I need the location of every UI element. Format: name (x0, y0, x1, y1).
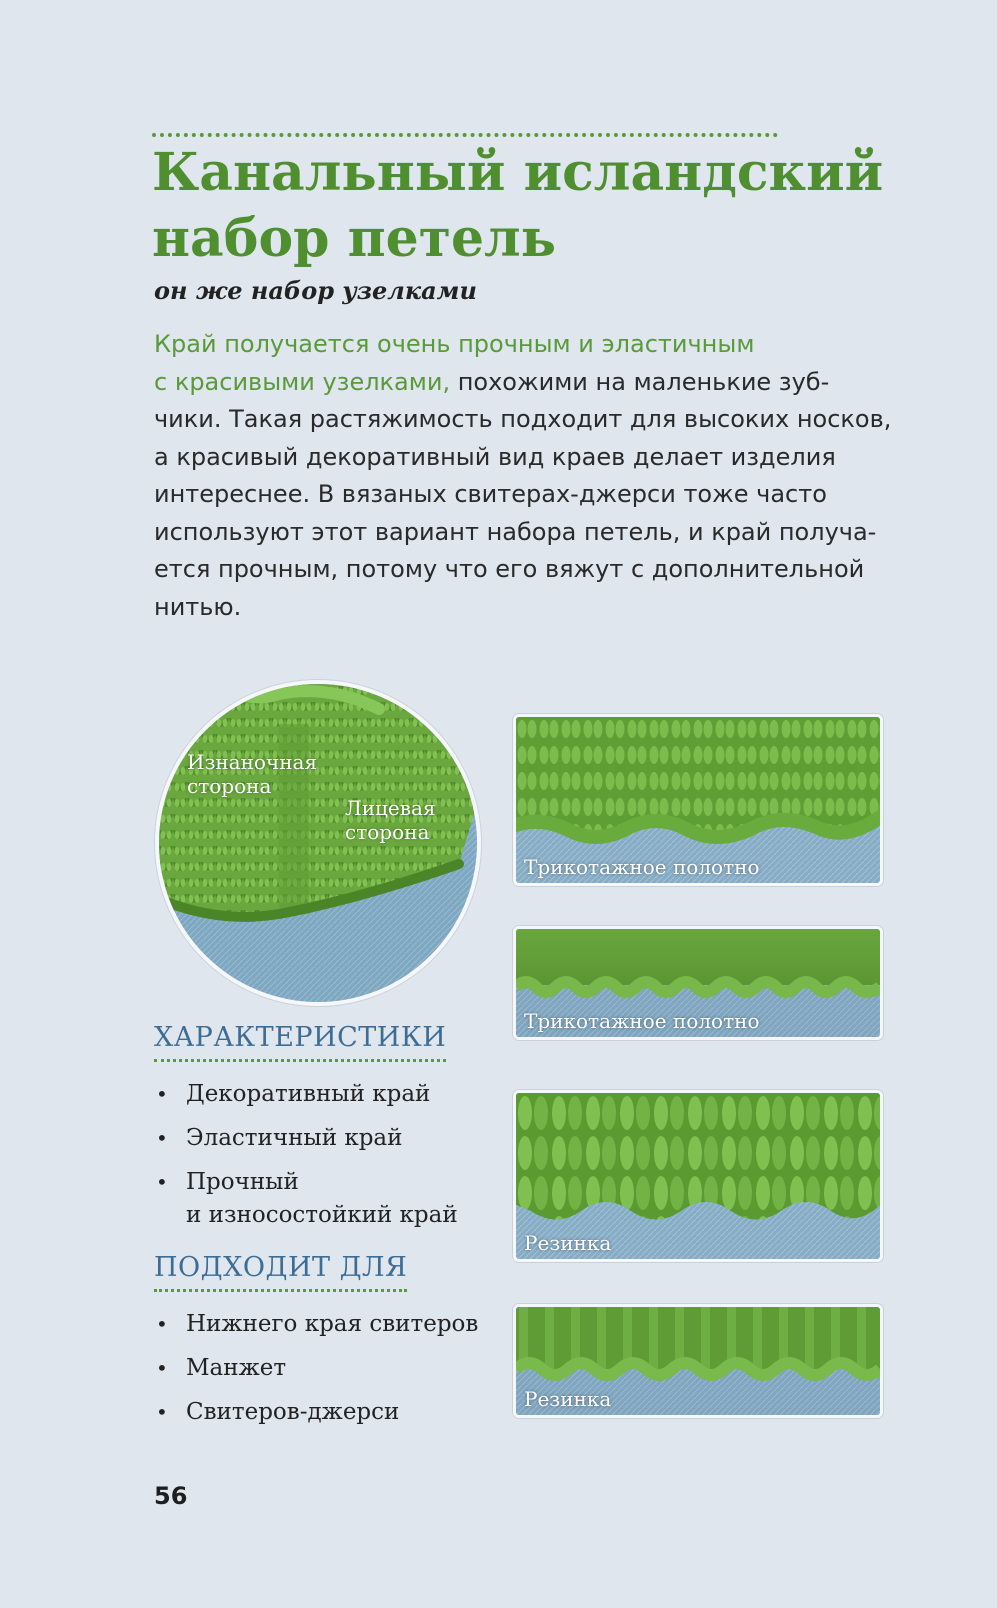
intro-line: интереснее. В вязаных свитерах-джерси тоже часто (154, 480, 827, 508)
intro-paragraph (154, 326, 892, 626)
bullet-icon: • (156, 1356, 168, 1380)
title-line-2: набор петель (152, 208, 556, 269)
intro-highlight: Край получается очень прочным и эластичным (154, 330, 755, 358)
closeup-circle-photo (155, 680, 481, 1006)
intro-line: с красивыми узелками, похожими на маленькие зуб- (154, 367, 830, 396)
intro-line: чики. Такая растяжимость подходит для высоких носков, (154, 405, 892, 433)
bullet-icon: • (156, 1126, 168, 1150)
photo-ribbing-1 (513, 1090, 883, 1262)
title-line-1: Канальный исландский (152, 142, 884, 203)
photo-stockinette-2 (513, 926, 883, 1040)
intro-line: используют этот вариант набора петель, и край получа- (154, 517, 877, 546)
list-item: • Эластичный край (154, 1122, 458, 1155)
intro-line: ется прочным, потому что его вяжут с дополнительной (154, 555, 865, 583)
bullet-icon: • (156, 1082, 168, 1106)
suitable-for-heading: ПОДХОДИТ ДЛЯ (154, 1252, 407, 1292)
intro-line: а красивый декоративный вид краев делает изделия (154, 442, 836, 471)
list-item: • Нижнего края свитеров (154, 1308, 478, 1341)
right-side-label: Лицевая сторона (345, 796, 436, 844)
characteristics-heading: ХАРАКТЕРИСТИКИ (154, 1022, 446, 1062)
wrong-side-label: Изнаночная сторона (187, 750, 318, 798)
list-item: • Декоративный край (154, 1078, 458, 1111)
page-title (152, 140, 884, 272)
bullet-icon: • (156, 1400, 168, 1424)
photo-caption: Резинка (524, 1387, 612, 1411)
intro-highlight: с красивыми узелками, (154, 367, 451, 396)
intro-line (154, 326, 874, 364)
bullet-icon: • (156, 1312, 168, 1336)
page-subtitle: он же набор узелками (154, 276, 477, 305)
list-item: • Свитеров-джерси (154, 1396, 478, 1429)
list-item: • Манжет (154, 1352, 478, 1385)
photo-caption: Резинка (524, 1231, 612, 1255)
page-number: 56 (154, 1482, 188, 1510)
photo-caption: Трикотажное полотно (524, 1009, 760, 1033)
list-item: • Прочный и износостойкий край (154, 1166, 458, 1232)
bullet-icon: • (156, 1170, 168, 1194)
intro-line: нитью. (154, 592, 242, 621)
characteristics-list (154, 1078, 458, 1243)
photo-caption: Трикотажное полотно (524, 855, 760, 879)
suitable-for-list (154, 1308, 478, 1440)
photo-stockinette-1 (513, 714, 883, 886)
photo-ribbing-2 (513, 1304, 883, 1418)
title-dotted-rule (152, 133, 778, 137)
